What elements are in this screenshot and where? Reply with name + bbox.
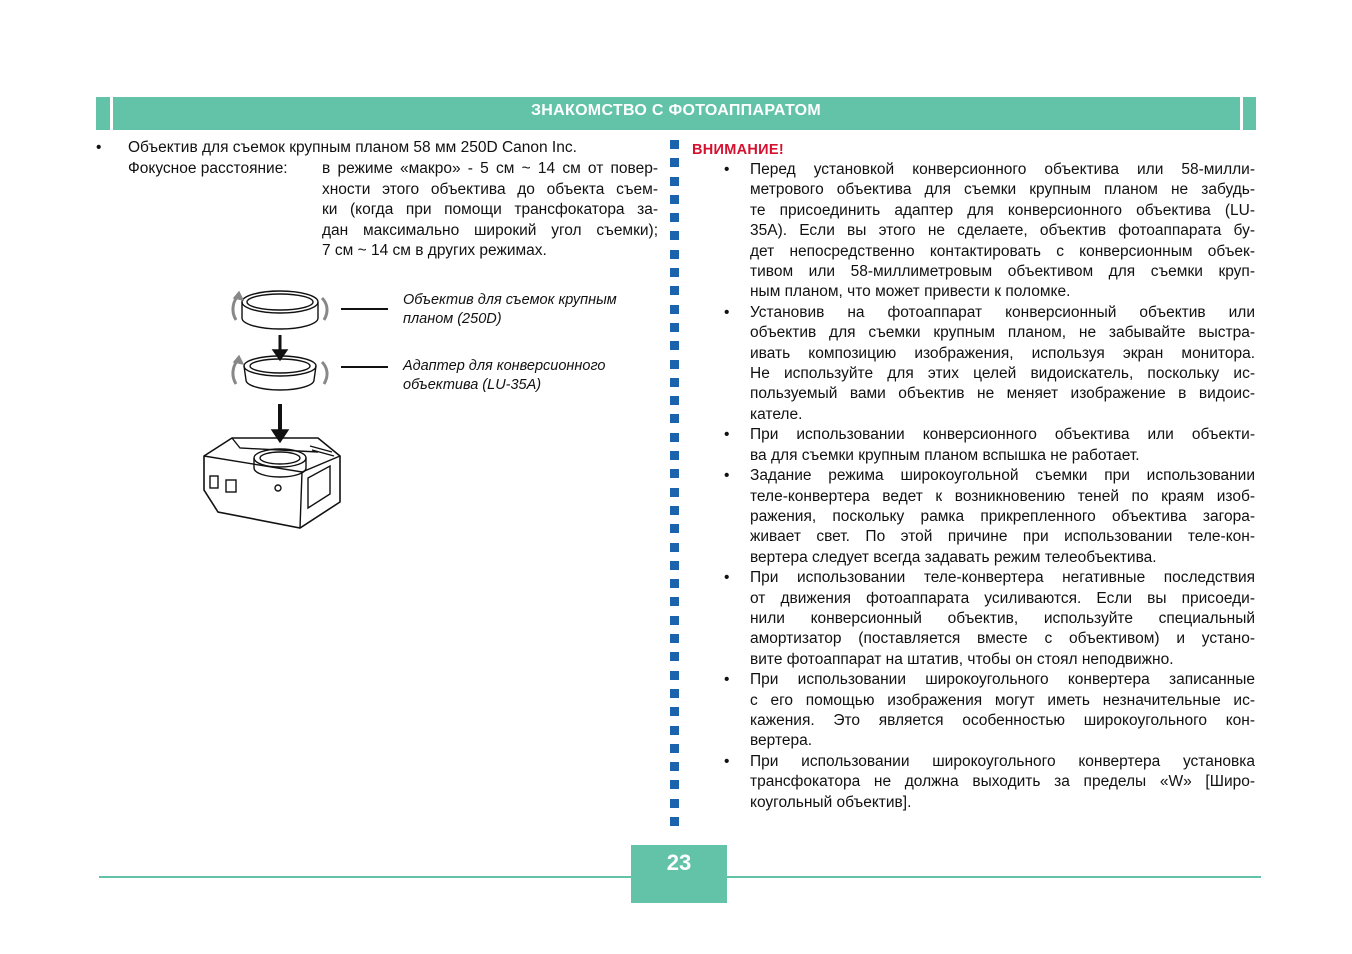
warning-list bbox=[692, 160, 1255, 813]
warning-line: вертера. bbox=[750, 732, 813, 750]
focus-line: ки (когда при помощи трансфокатора за- bbox=[322, 201, 658, 218]
warning-line: объектив для съемки крупным планом, не забывайте выстра- bbox=[750, 324, 1255, 342]
caption-line: объектива (LU-35A) bbox=[403, 377, 542, 393]
lens-description: Объектив для съемок крупным планом 58 мм 250D Canon Inc. bbox=[128, 139, 577, 156]
caption-line: Объектив для съемок крупным bbox=[403, 292, 617, 308]
warning-line: • При использовании теле-конвертера негативные последствия bbox=[750, 569, 1255, 587]
warning-title: ВНИМАНИЕ! bbox=[692, 142, 785, 158]
warning-line: ным планом, что может привести к поломке. bbox=[750, 283, 1071, 301]
warning-line: • Перед установкой конверсионного объектива или 58-милли- bbox=[750, 161, 1255, 178]
warning-line: кателе. bbox=[750, 405, 803, 423]
warning-block bbox=[692, 140, 1255, 813]
warning-line: вите фотоаппарат на штатив, чтобы он стоял неподвижно. bbox=[750, 650, 1174, 668]
warning-line: с его помощью изображения могут иметь незначительные ис- bbox=[750, 691, 1255, 709]
focus-line: хности этого объектива до объекта съем- bbox=[322, 180, 658, 198]
warning-line: метрового объектива для съемки крупным планом не забудь- bbox=[750, 181, 1255, 199]
page-number: 23 bbox=[666, 850, 692, 875]
focus-line: 7 см ~ 14 см в других режимах. bbox=[322, 242, 547, 259]
warning-line: • Задание режима широкоугольной съемки при использовании bbox=[750, 467, 1255, 485]
warning-line: ва для съемки крупным планом вспышка не работает. bbox=[750, 446, 1140, 464]
warning-line: дет непосредственно контактировать с конверсионным объек- bbox=[750, 242, 1255, 260]
warning-line: Не используйте для этих целей видоискатель, поскольку ис- bbox=[750, 365, 1255, 383]
section-header-bar bbox=[96, 97, 1256, 130]
warning-line: 35A). Если вы этого не сделаете, объектив фотоаппарата бу- bbox=[750, 222, 1255, 240]
warning-line: • При использовании широкоугольного конвертера установка bbox=[750, 752, 1255, 770]
focus-distance-label: Фокусное расстояние: bbox=[128, 160, 288, 177]
section-title: ЗНАКОМСТВО С ФОТОАППАРАТОМ bbox=[530, 102, 822, 119]
warning-line: вертера следует всегда задавать режим телеобъектива. bbox=[750, 548, 1157, 566]
warning-line: • При использовании конверсионного объектива или объекти- bbox=[750, 426, 1255, 444]
lens-250d-caption bbox=[403, 291, 617, 329]
warning-item bbox=[692, 568, 1255, 670]
warning-line: коугольный объектив]. bbox=[750, 793, 912, 811]
warning-line: ражения, поскольку рамка прикрепленного объектива загора- bbox=[750, 507, 1255, 525]
focus-distance-text bbox=[322, 159, 658, 262]
warning-line: • При использовании широкоугольного конвертера записанные bbox=[750, 671, 1255, 689]
warning-line: тивом или 58-миллиметровым объективом для съемки круп- bbox=[750, 263, 1255, 281]
warning-item bbox=[692, 303, 1255, 425]
focus-line: дан максимально широкий угол съемки); bbox=[322, 221, 658, 239]
warning-line: те присоединить адаптер для конверсионного объектива (LU- bbox=[750, 201, 1255, 219]
warning-line: теле-конвертера ведет к возникновению теней по краям изоб- bbox=[750, 487, 1255, 505]
warning-line: ивать композицию изображения, используя экран монитора. bbox=[750, 344, 1255, 362]
page-number-box bbox=[631, 845, 727, 903]
warning-item bbox=[692, 752, 1255, 813]
warning-line: кажения. Это является особенностью широкоугольного кон- bbox=[750, 711, 1255, 729]
warning-item bbox=[692, 160, 1255, 303]
caption-line: планом (250D) bbox=[403, 311, 502, 327]
lens-attachment-figure bbox=[190, 280, 660, 540]
warning-line: амортизатор (поставляется вместе с объективом) и устано- bbox=[750, 630, 1255, 648]
warning-line: от движения фотоаппарата усиливаются. Если вы присоеди- bbox=[750, 589, 1255, 607]
warning-item bbox=[692, 466, 1255, 568]
warning-line: живает свет. По этой причине при использовании теле-кон- bbox=[750, 528, 1255, 546]
adapter-lu35a-caption bbox=[403, 357, 606, 395]
warning-line: пользуемый вами объектив не меняет изображение в видоис- bbox=[750, 385, 1255, 403]
caption-leader-line bbox=[341, 308, 388, 310]
caption-leader-line bbox=[341, 366, 388, 368]
warning-line: трансфокатора не должна выходить за пределы «W» [Широ- bbox=[750, 773, 1255, 791]
camera-lens-illustration bbox=[190, 280, 390, 540]
focus-line: в режиме «макро» - 5 см ~ 14 см от повер- bbox=[322, 160, 658, 177]
warning-item bbox=[692, 670, 1255, 752]
warning-line: нили конверсионный объектив, используйте специальный bbox=[750, 609, 1255, 627]
column-divider-dots bbox=[670, 140, 680, 835]
bullet: • bbox=[96, 139, 102, 156]
warning-item bbox=[692, 425, 1255, 466]
caption-line: Адаптер для конверсионного bbox=[403, 358, 606, 374]
warning-line: • Установив на фотоаппарат конверсионный объектив или bbox=[750, 303, 1255, 321]
